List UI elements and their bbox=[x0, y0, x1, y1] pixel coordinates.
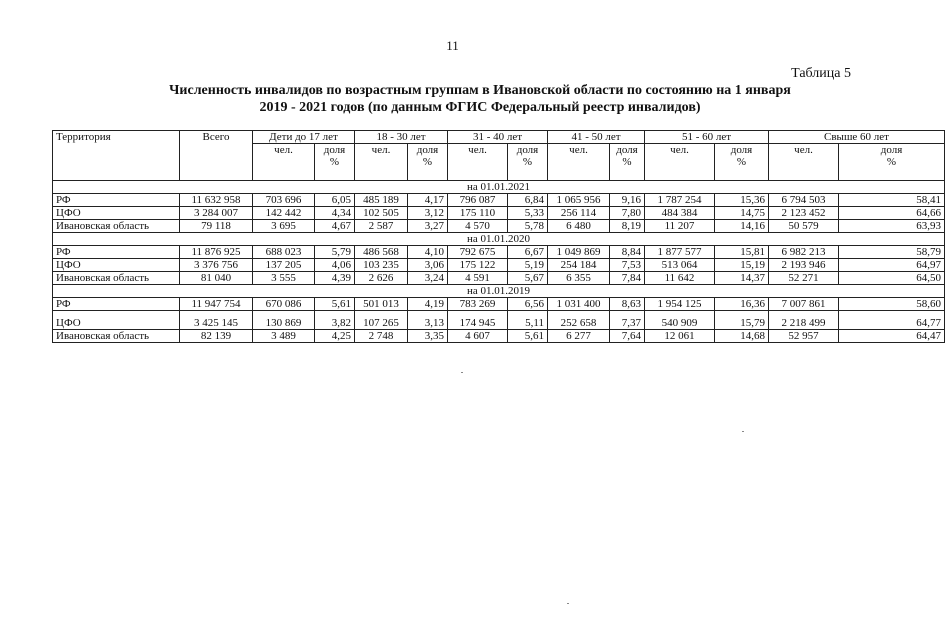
people-value: 2 193 946 bbox=[769, 259, 839, 272]
table-row bbox=[53, 220, 945, 233]
people-value: 174 945 bbox=[448, 311, 508, 330]
share-value: 4,25 bbox=[315, 330, 355, 343]
people-value: 52 957 bbox=[769, 330, 839, 343]
share-value: 5,33 bbox=[508, 207, 548, 220]
table-row bbox=[53, 259, 945, 272]
header-share bbox=[508, 144, 548, 181]
header-age-group: 18 - 30 лет bbox=[355, 131, 448, 144]
territory-name: Ивановская область bbox=[53, 220, 180, 233]
territory-name: РФ bbox=[53, 194, 180, 207]
header-share-line2: % bbox=[422, 156, 433, 168]
header-share bbox=[610, 144, 645, 181]
share-value: 3,35 bbox=[408, 330, 448, 343]
people-value: 107 265 bbox=[355, 311, 408, 330]
header-share-line2: % bbox=[522, 156, 533, 168]
header-people: чел. bbox=[448, 144, 508, 181]
header-share-line1: доля bbox=[323, 144, 346, 156]
share-value: 16,36 bbox=[715, 298, 769, 311]
header-age-group: 41 - 50 лет bbox=[548, 131, 645, 144]
people-value: 6 277 bbox=[548, 330, 610, 343]
share-value: 5,61 bbox=[315, 298, 355, 311]
share-value: 4,06 bbox=[315, 259, 355, 272]
people-value: 1 787 254 bbox=[645, 194, 715, 207]
people-value: 2 748 bbox=[355, 330, 408, 343]
share-value: 3,06 bbox=[408, 259, 448, 272]
people-value: 103 235 bbox=[355, 259, 408, 272]
header-share-line1: доля bbox=[516, 144, 539, 156]
share-value: 3,13 bbox=[408, 311, 448, 330]
territory-name: ЦФО bbox=[53, 311, 180, 330]
people-value: 796 087 bbox=[448, 194, 508, 207]
people-value: 486 568 bbox=[355, 246, 408, 259]
share-value: 8,19 bbox=[610, 220, 645, 233]
total-value: 79 118 bbox=[180, 220, 253, 233]
total-value: 82 139 bbox=[180, 330, 253, 343]
total-value: 3 284 007 bbox=[180, 207, 253, 220]
share-value: 7,64 bbox=[610, 330, 645, 343]
scan-speck bbox=[567, 603, 569, 604]
people-value: 256 114 bbox=[548, 207, 610, 220]
people-value: 6 794 503 bbox=[769, 194, 839, 207]
people-value: 142 442 bbox=[253, 207, 315, 220]
disability-table bbox=[52, 130, 945, 343]
header-share-line2: % bbox=[886, 156, 897, 168]
share-value: 63,93 bbox=[839, 220, 945, 233]
territory-name: РФ bbox=[53, 246, 180, 259]
share-value: 7,37 bbox=[610, 311, 645, 330]
people-value: 4 591 bbox=[448, 272, 508, 285]
table-row bbox=[53, 311, 945, 330]
share-value: 4,67 bbox=[315, 220, 355, 233]
share-value: 6,84 bbox=[508, 194, 548, 207]
header-share-line1: доля bbox=[880, 144, 903, 156]
share-value: 15,36 bbox=[715, 194, 769, 207]
title-line-2: 2019 - 2021 годов (по данным ФГИС Федеральный реестр инвалидов) bbox=[259, 100, 701, 115]
share-value: 15,19 bbox=[715, 259, 769, 272]
share-value: 64,66 bbox=[839, 207, 945, 220]
people-value: 130 869 bbox=[253, 311, 315, 330]
share-value: 64,47 bbox=[839, 330, 945, 343]
table-row bbox=[53, 207, 945, 220]
people-value: 1 954 125 bbox=[645, 298, 715, 311]
people-value: 137 205 bbox=[253, 259, 315, 272]
header-people: чел. bbox=[548, 144, 610, 181]
share-value: 4,19 bbox=[408, 298, 448, 311]
share-value: 3,27 bbox=[408, 220, 448, 233]
share-value: 3,24 bbox=[408, 272, 448, 285]
share-value: 4,34 bbox=[315, 207, 355, 220]
people-value: 2 123 452 bbox=[769, 207, 839, 220]
table-title bbox=[140, 82, 820, 116]
share-value: 5,11 bbox=[508, 311, 548, 330]
people-value: 4 570 bbox=[448, 220, 508, 233]
header-share bbox=[408, 144, 448, 181]
header-row-groups bbox=[53, 131, 945, 144]
header-people: чел. bbox=[645, 144, 715, 181]
header-age-group: Дети до 17 лет bbox=[253, 131, 355, 144]
section-row bbox=[53, 181, 945, 194]
people-value: 1 031 400 bbox=[548, 298, 610, 311]
scan-speck bbox=[461, 372, 463, 373]
people-value: 513 064 bbox=[645, 259, 715, 272]
share-value: 5,19 bbox=[508, 259, 548, 272]
people-value: 1 049 869 bbox=[548, 246, 610, 259]
people-value: 688 023 bbox=[253, 246, 315, 259]
share-value: 14,37 bbox=[715, 272, 769, 285]
people-value: 7 007 861 bbox=[769, 298, 839, 311]
title-line-1: Численность инвалидов по возрастным группам в Ивановской области по состоянию на 1 января bbox=[169, 83, 791, 98]
share-value: 58,60 bbox=[839, 298, 945, 311]
share-value: 8,84 bbox=[610, 246, 645, 259]
share-value: 4,17 bbox=[408, 194, 448, 207]
people-value: 1 877 577 bbox=[645, 246, 715, 259]
people-value: 484 384 bbox=[645, 207, 715, 220]
header-share-line2: % bbox=[736, 156, 747, 168]
share-value: 6,05 bbox=[315, 194, 355, 207]
share-value: 14,75 bbox=[715, 207, 769, 220]
header-age-group: 31 - 40 лет bbox=[448, 131, 548, 144]
share-value: 64,97 bbox=[839, 259, 945, 272]
people-value: 670 086 bbox=[253, 298, 315, 311]
header-age-group: 51 - 60 лет bbox=[645, 131, 769, 144]
people-value: 1 065 956 bbox=[548, 194, 610, 207]
share-value: 15,79 bbox=[715, 311, 769, 330]
total-value: 11 947 754 bbox=[180, 298, 253, 311]
people-value: 50 579 bbox=[769, 220, 839, 233]
territory-name: РФ bbox=[53, 298, 180, 311]
share-value: 64,77 bbox=[839, 311, 945, 330]
share-value: 7,84 bbox=[610, 272, 645, 285]
share-value: 4,10 bbox=[408, 246, 448, 259]
share-value: 5,78 bbox=[508, 220, 548, 233]
share-value: 5,67 bbox=[508, 272, 548, 285]
territory-name: Ивановская область bbox=[53, 272, 180, 285]
share-value: 7,80 bbox=[610, 207, 645, 220]
share-value: 9,16 bbox=[610, 194, 645, 207]
share-value: 5,61 bbox=[508, 330, 548, 343]
people-value: 175 110 bbox=[448, 207, 508, 220]
people-value: 12 061 bbox=[645, 330, 715, 343]
scan-speck bbox=[742, 431, 744, 432]
share-value: 6,56 bbox=[508, 298, 548, 311]
table-row bbox=[53, 298, 945, 311]
table-row bbox=[53, 194, 945, 207]
table-row bbox=[53, 330, 945, 343]
people-value: 4 607 bbox=[448, 330, 508, 343]
section-date: на 01.01.2021 bbox=[53, 181, 945, 194]
total-value: 11 632 958 bbox=[180, 194, 253, 207]
table-row bbox=[53, 272, 945, 285]
share-value: 58,41 bbox=[839, 194, 945, 207]
section-date: на 01.01.2019 bbox=[53, 285, 945, 298]
header-total: Всего bbox=[180, 131, 253, 181]
section-date: на 01.01.2020 bbox=[53, 233, 945, 246]
total-value: 11 876 925 bbox=[180, 246, 253, 259]
page-number: 11 bbox=[446, 38, 459, 53]
share-value: 14,16 bbox=[715, 220, 769, 233]
share-value: 15,81 bbox=[715, 246, 769, 259]
share-value: 14,68 bbox=[715, 330, 769, 343]
share-value: 3,82 bbox=[315, 311, 355, 330]
people-value: 783 269 bbox=[448, 298, 508, 311]
people-value: 52 271 bbox=[769, 272, 839, 285]
section-row bbox=[53, 233, 945, 246]
people-value: 102 505 bbox=[355, 207, 408, 220]
people-value: 3 695 bbox=[253, 220, 315, 233]
people-value: 540 909 bbox=[645, 311, 715, 330]
header-share-line1: доля bbox=[730, 144, 753, 156]
people-value: 6 355 bbox=[548, 272, 610, 285]
people-value: 2 218 499 bbox=[769, 311, 839, 330]
total-value: 3 376 756 bbox=[180, 259, 253, 272]
territory-name: ЦФО bbox=[53, 207, 180, 220]
header-people: чел. bbox=[253, 144, 315, 181]
people-value: 703 696 bbox=[253, 194, 315, 207]
header-people: чел. bbox=[769, 144, 839, 181]
people-value: 501 013 bbox=[355, 298, 408, 311]
people-value: 485 189 bbox=[355, 194, 408, 207]
territory-name: Ивановская область bbox=[53, 330, 180, 343]
share-value: 3,12 bbox=[408, 207, 448, 220]
table-row bbox=[53, 246, 945, 259]
share-value: 7,53 bbox=[610, 259, 645, 272]
header-age-group: Свыше 60 лет bbox=[769, 131, 945, 144]
people-value: 252 658 bbox=[548, 311, 610, 330]
header-share bbox=[839, 144, 945, 181]
people-value: 254 184 bbox=[548, 259, 610, 272]
people-value: 2 587 bbox=[355, 220, 408, 233]
people-value: 11 207 bbox=[645, 220, 715, 233]
header-people: чел. bbox=[355, 144, 408, 181]
people-value: 6 982 213 bbox=[769, 246, 839, 259]
share-value: 5,79 bbox=[315, 246, 355, 259]
share-value: 58,79 bbox=[839, 246, 945, 259]
header-share bbox=[315, 144, 355, 181]
section-row bbox=[53, 285, 945, 298]
share-value: 6,67 bbox=[508, 246, 548, 259]
share-value: 64,50 bbox=[839, 272, 945, 285]
people-value: 3 555 bbox=[253, 272, 315, 285]
header-share bbox=[715, 144, 769, 181]
people-value: 175 122 bbox=[448, 259, 508, 272]
header-share-line2: % bbox=[622, 156, 632, 168]
header-share-line1: доля bbox=[416, 144, 439, 156]
table-label: Таблица 5 bbox=[791, 66, 851, 81]
people-value: 3 489 bbox=[253, 330, 315, 343]
territory-name: ЦФО bbox=[53, 259, 180, 272]
people-value: 2 626 bbox=[355, 272, 408, 285]
header-share-line1: доля bbox=[616, 144, 638, 156]
total-value: 3 425 145 bbox=[180, 311, 253, 330]
people-value: 11 642 bbox=[645, 272, 715, 285]
total-value: 81 040 bbox=[180, 272, 253, 285]
header-share-line2: % bbox=[329, 156, 340, 168]
people-value: 792 675 bbox=[448, 246, 508, 259]
share-value: 8,63 bbox=[610, 298, 645, 311]
people-value: 6 480 bbox=[548, 220, 610, 233]
share-value: 4,39 bbox=[315, 272, 355, 285]
header-territory: Территория bbox=[53, 131, 180, 181]
